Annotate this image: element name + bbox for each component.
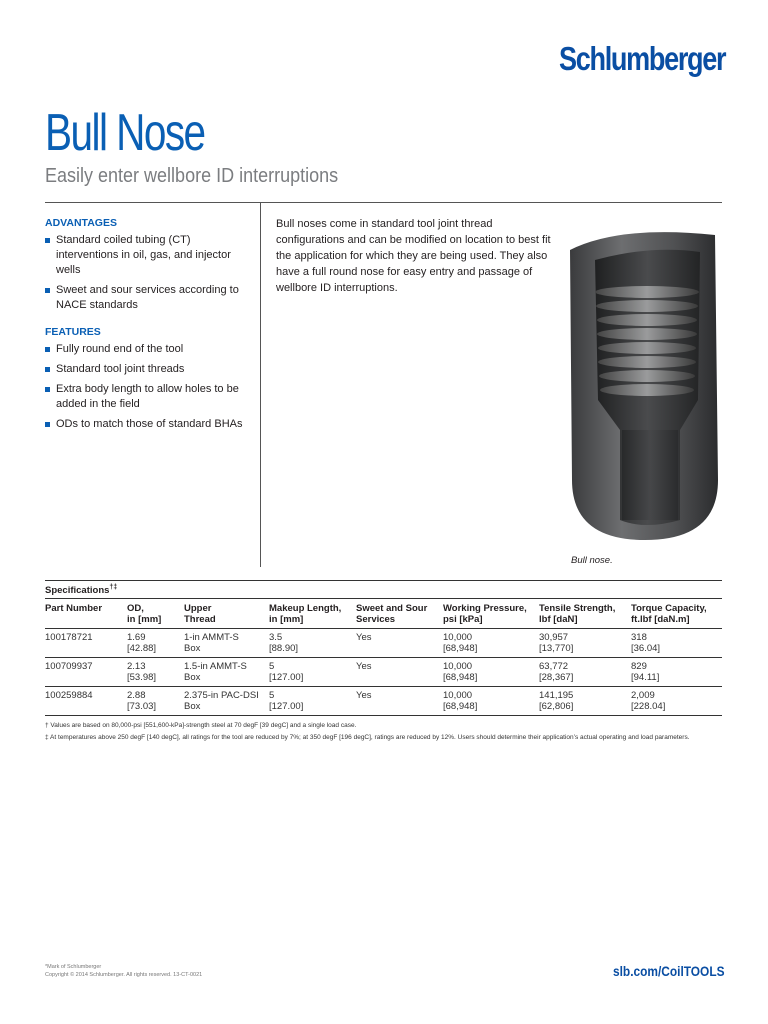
left-column xyxy=(45,216,250,444)
figure-caption: Bull nose. xyxy=(571,555,613,566)
footer-legal xyxy=(45,963,202,979)
advantages-heading: ADVANTAGES xyxy=(45,217,117,229)
column-header: Tensile Strength, lbf [daN] xyxy=(539,599,631,629)
table-row: 100259884 2.88 [73.03] 2.375-in PAC-DSI Box 5 [127.00] Yes 10,000 [68,948] 141,195 [62,806] 2,009 [228.04] xyxy=(45,687,722,716)
list-item: Standard coiled tubing (CT) interventions in oil, gas, and injector wells xyxy=(45,233,250,278)
bullet-icon xyxy=(45,422,50,427)
bullet-icon xyxy=(45,367,50,372)
features-heading: FEATURES xyxy=(45,326,101,338)
column-divider xyxy=(260,203,261,567)
features-list xyxy=(45,342,250,432)
page-title: Bull Nose xyxy=(45,104,205,162)
bullet-icon xyxy=(45,387,50,392)
list-item: ODs to match those of standard BHAs xyxy=(45,417,250,432)
column-header: Torque Capacity, ft.lbf [daN.m] xyxy=(631,599,722,629)
column-header: Upper Thread xyxy=(184,599,269,629)
list-item: Sweet and sour services according to NACE standards xyxy=(45,283,250,313)
table-footnotes xyxy=(45,720,722,744)
column-header: Makeup Length, in [mm] xyxy=(269,599,356,629)
column-header: Working Pressure, psi [kPa] xyxy=(443,599,539,629)
specifications-table xyxy=(45,580,722,744)
trademark-note: *Mark of Schlumberger xyxy=(45,964,102,970)
bullet-icon xyxy=(45,347,50,352)
product-description: Bull noses come in standard tool joint thread configurations and can be modified on location to best fit the application for which they are being used. They also have a full round nose for easy entry and passage of wellbore ID interruptions. xyxy=(276,218,551,294)
copyright-note: Copyright © 2014 Schlumberger. All rights reserved. 13-CT-0021 xyxy=(45,972,203,978)
advantages-list xyxy=(45,233,250,313)
bullet-icon xyxy=(45,288,50,293)
column-header: Part Number xyxy=(45,599,127,629)
top-divider xyxy=(45,202,722,203)
column-header: Sweet and Sour Services xyxy=(356,599,443,629)
specifications-heading: Specifications†‡ xyxy=(45,580,722,599)
spec-table xyxy=(45,599,722,716)
bullet-icon xyxy=(45,238,50,243)
page-subtitle: Easily enter wellbore ID interruptions xyxy=(45,165,339,187)
bull-nose-image xyxy=(560,230,730,550)
footer-url-link[interactable]: slb.com/CoilTOOLS xyxy=(613,963,725,979)
schlumberger-logo: Schlumberger xyxy=(559,40,726,77)
table-row: 100178721 1.69 [42.88] 1-in AMMT-S Box 3.5 [88.90] Yes 10,000 [68,948] 30,957 [13,770] 318 [36.04] xyxy=(45,629,722,658)
list-item: Extra body length to allow holes to be added in the field xyxy=(45,382,250,412)
footnote: † Values are based on 80,000-psi [551,600-kPa]-strength steel at 70 degF [39 degC] and a single load case. xyxy=(45,722,357,730)
list-item: Standard tool joint threads xyxy=(45,362,250,377)
table-row: 100709937 2.13 [53.98] 1.5-in AMMT-S Box 5 [127.00] Yes 10,000 [68,948] 63,772 [28,367] 829 [94.11] xyxy=(45,658,722,687)
table-header-row xyxy=(45,599,722,629)
list-item: Fully round end of the tool xyxy=(45,342,250,357)
column-header: OD, in [mm] xyxy=(127,599,184,629)
footnote: ‡ At temperatures above 250 degF [140 degC], all ratings for the tool are reduced by 7%; at 350 degF [196 degC], ratings are reduced by 12%. Users should determine their application’s actual operating and load parameters. xyxy=(45,734,690,742)
